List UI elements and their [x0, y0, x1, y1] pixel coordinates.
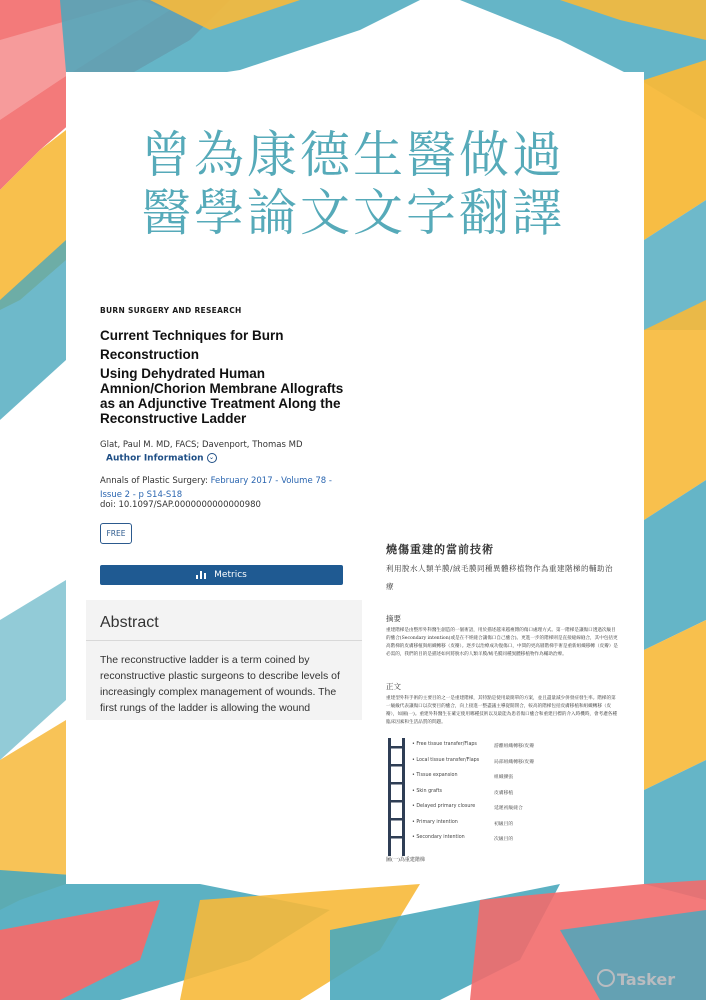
- metrics-label: Metrics: [214, 570, 247, 580]
- ladder-step-zh: 游離組織轉移/皮瓣: [494, 744, 534, 749]
- article-title: Current Techniques for Burn Reconstruction: [100, 328, 284, 362]
- doi: doi: 10.1097/SAP.0000000000000980: [100, 500, 261, 510]
- section-tag: BURN SURGERY AND RESEARCH: [100, 306, 242, 315]
- ladder-step-zh: 次級目的: [494, 837, 514, 842]
- ladder-step-en: • Free tissue transfer/Flaps: [412, 742, 477, 747]
- abstract-heading: Abstract: [100, 614, 159, 631]
- translation-subtitle: 利用脫水人類羊膜/絨毛膜同種異體移植物作為重建階梯的輔助治療: [386, 564, 614, 591]
- tasker-watermark: [597, 969, 675, 989]
- metrics-button[interactable]: [100, 565, 343, 585]
- tasker-logo-icon: [597, 969, 615, 987]
- article-subtitle: Using Dehydrated Human Amnion/Chorion Membrane Allografts as an Adjunctive Treatment Along the Reconstructive Ladder: [100, 366, 344, 426]
- headline-line-1: 曾為康德生醫做過: [141, 126, 565, 184]
- chevron-down-icon: ⌄: [207, 453, 217, 463]
- ladder-step-zh: 皮膚移植: [494, 790, 514, 796]
- ladder-step-en: • Delayed primary closure: [412, 804, 476, 809]
- ladder-step-en: • Local tissue transfer/Flaps: [412, 757, 480, 763]
- reconstructive-ladder-figure: [386, 738, 618, 856]
- journal-citation: [100, 474, 350, 502]
- translation-abstract-heading: 摘要: [386, 614, 401, 623]
- ladder-step-en: • Secondary intention: [412, 835, 465, 840]
- issue-link[interactable]: February 2017 - Volume 78 - Issue 2 - p S14-S18: [100, 476, 332, 500]
- translation-abstract-text: 重建階梯是由整形外科醫生創造的一個術語，用於描述越來越複雜的傷口處理方式。第一階梯是讓傷口透過次級目的癒合(Secondary intention)或是在不經縫合讓傷口自己癒合)。更進一步的階梯則是直接縫線縫合，其中包括更高階梯的皮膚移植與組織轉移（皮瓣）。逐步以治療成功復傷口，中間的更高層階梯手術是重新組織移轉（皮瓣）是必需的，我們的目的是描述如何將脫水的人類羊膜/絨毛膜同種異體移植物作為輔助治療。: [386, 628, 618, 657]
- author-information-label: Author Information: [106, 453, 204, 464]
- watermark-text: Tasker: [617, 970, 676, 989]
- free-badge: FREE: [100, 523, 132, 544]
- translation-body-text: 重建型外科手術的主要目的之一是重建階梯，其特點是使用最簡單的方案，並且盡量減少併發症發生率。階梯的第一級級代表讓傷口以次要目的癒合，向上接進一整盡議主導從開閉合，較高的階梯包括皮膚移植和組織轉移（皮瓣），如圖(一)。重建外科醫生在確定使用哪種技術以及最能為患者傷口癒合和重建目標的介入時機時，會考慮各種臨床因素和生活品質的問題。: [386, 696, 617, 725]
- bar-chart-icon: [196, 571, 206, 579]
- abstract-text: The reconstructive ladder is a term coined by reconstructive plastic surgeons to describe levels of increasingly complex management of wounds. The first rungs of the ladder is allowing the wound: [100, 654, 340, 714]
- ladder-step-zh: 組織擴張: [494, 775, 514, 780]
- poster-headline: [70, 126, 636, 242]
- abstract-divider: [86, 640, 362, 641]
- ladder-step-zh: 初級目的: [494, 821, 514, 827]
- ladder-step-en: • Skin grafts: [412, 788, 443, 794]
- author-list: Glat, Paul M. MD, FACS; Davenport, Thomas MD: [100, 440, 303, 450]
- ladder-step-zh: 延遲初級縫合: [494, 806, 523, 811]
- ladder-graphic: [386, 738, 408, 856]
- ladder-step-zh: 局部組織轉移/皮瓣: [494, 759, 534, 765]
- figure-caption: 圖(一)為重建階梯: [386, 857, 425, 863]
- headline-line-2: 醫學論文文字翻譯: [141, 184, 565, 242]
- ladder-step-en: • Tissue expansion: [412, 773, 458, 778]
- ladder-step-en: • Primary intention: [412, 819, 458, 825]
- journal-name: Annals of Plastic Surgery:: [100, 476, 211, 486]
- author-information-link[interactable]: [106, 453, 217, 464]
- translation-body-heading: 正文: [386, 682, 401, 691]
- translation-title: 燒傷重建的當前技術: [386, 543, 494, 556]
